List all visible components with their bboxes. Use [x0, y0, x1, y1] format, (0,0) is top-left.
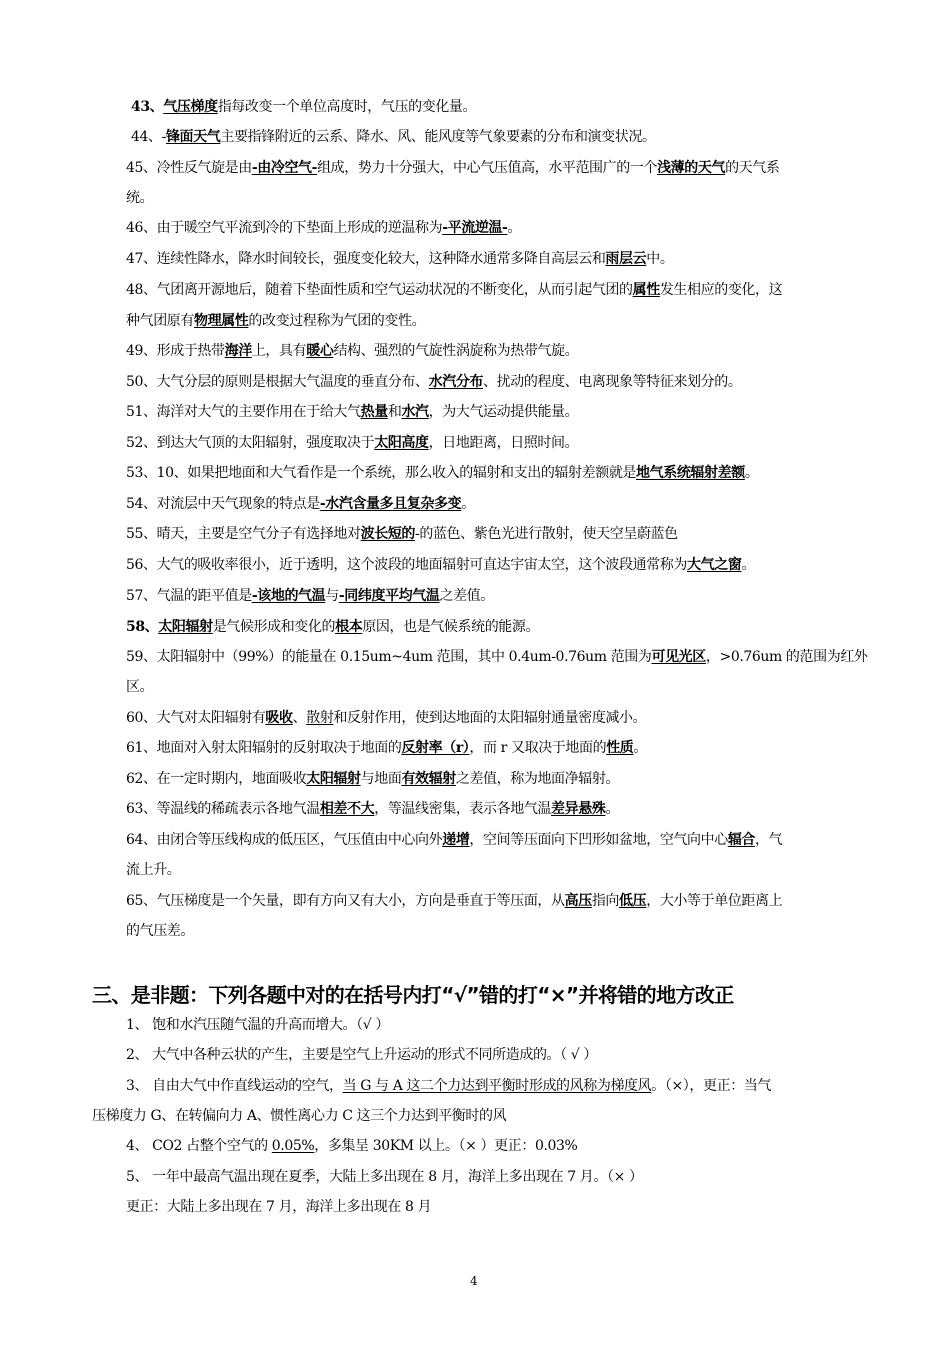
item-text: ，大小等于单位距离上	[646, 893, 783, 909]
answer-term: 水汽分布	[428, 374, 484, 390]
item-text: 63、等温线的稀疏表示各地气温	[126, 801, 320, 817]
answer-term: 差异悬殊	[551, 801, 606, 817]
item-text: 的气压差。	[126, 923, 194, 939]
tf-item-3	[126, 1077, 771, 1095]
error-text: 0.05%	[271, 1138, 315, 1154]
item-text: 59、太阳辐射中（99%）的能量在 0.15um~4um 范围，其中 0.4um-0.76um 范围为	[126, 649, 652, 665]
answer-term: 太阳高度	[374, 435, 429, 451]
item-51	[126, 403, 578, 421]
item-text: 46、由于暖空气平流到冷的下垫面上形成的逆温称为	[126, 220, 443, 236]
item-48-cont	[126, 312, 425, 330]
item-50	[126, 373, 741, 391]
item-61	[126, 739, 647, 757]
item-text: 组成，势力十分强大，中心气压值高，水平范围广的一个	[317, 160, 658, 176]
section-heading: 三、是非题：下列各题中对的在括号内打“√”错的打“×”并将错的地方改正	[92, 983, 734, 1007]
item-text: 54、对流层中天气现象的特点是	[126, 496, 320, 512]
item-text: 48、气团离开源地后，随着下垫面性质和空气运动状况的不断变化，从而引起气团的	[126, 282, 633, 298]
item-number: 44、-	[131, 129, 166, 145]
item-62	[126, 770, 619, 788]
item-60	[126, 709, 646, 727]
item-64	[126, 831, 782, 849]
item-text: 指向	[591, 893, 620, 909]
item-text: ，多集呈 30KM 以上。（× ）更正：0.03%	[314, 1138, 578, 1154]
answer-term: 海洋	[224, 343, 252, 359]
item-text: 4、 CO2 占整个空气的	[126, 1138, 272, 1154]
item-text: 发生相应的变化，这	[659, 282, 783, 298]
item-text: 指每改变一个单位高度时，气压的变化量。	[217, 99, 477, 115]
item-text: 与	[325, 588, 339, 604]
item-text: 61、地面对入射太阳辐射的反射取决于地面的	[126, 740, 402, 756]
item-text: ，等温线密集，表示各地气温	[374, 801, 552, 817]
item-text: ，>0.76um 的范围为红外	[705, 649, 868, 665]
answer-term: 物理属性	[194, 313, 249, 329]
item-54	[126, 495, 475, 513]
item-58	[126, 618, 539, 636]
answer-term: 气压梯度	[163, 99, 218, 115]
item-47	[126, 250, 673, 268]
item-text: 50、大气分层的原则是根据大气温度的垂直分布、	[126, 374, 429, 390]
item-46	[126, 219, 521, 237]
item-text: 原因，也是气候系统的能源。	[362, 619, 540, 635]
item-text: 中。	[646, 251, 674, 267]
answer-term: 地气系统辐射差额	[636, 465, 745, 481]
answer-term: 反射率（r）	[401, 740, 470, 756]
item-text: 的天气系	[725, 160, 780, 176]
item-text: 64、由闭合等压线构成的低压区，气压值由中心向外	[126, 832, 443, 848]
item-43	[131, 98, 476, 116]
answer-term: 属性	[632, 282, 660, 298]
item-text: 51、海洋对大气的主要作用在于给大气	[126, 404, 361, 420]
item-52	[126, 434, 578, 452]
item-text: 3、 自由大气中作直线运动的空气，	[126, 1078, 343, 1094]
item-text: 57、气温的距平值是	[126, 588, 252, 604]
item-text: 45、冷性反气旋是由	[126, 160, 252, 176]
answer-term: 吸收	[265, 710, 293, 726]
answer-term: 浅薄的天气	[657, 160, 726, 176]
item-text: 53、10、如果把地面和大气看作是一个系统，那么收入的辐射和支出的辐射差额就是	[126, 465, 637, 481]
item-65-cont	[126, 922, 194, 940]
item-text: 65、气压梯度是一个矢量，即有方向又有大小，方向是垂直于等压面，从	[126, 893, 565, 909]
answer-term: 辐合	[727, 832, 756, 848]
answer-term: -同纬度平均气温	[338, 588, 440, 604]
item-text: ，而 r 又取决于地面的	[469, 740, 607, 756]
item-text: 。	[461, 496, 475, 512]
item-text: 。	[605, 801, 620, 817]
answer-term: 相差不大	[319, 801, 375, 817]
item-45	[126, 159, 779, 177]
item-text: 56、大气的吸收率很小，近于透明，这个波段的地面辐射可直达宇宙太空，这个波段通常称为	[126, 557, 688, 573]
item-59-cont	[126, 678, 153, 696]
item-49	[126, 342, 578, 360]
item-text: 结构、强烈的气旋性涡旋称为热带气旋。	[333, 343, 579, 359]
item-text: 52、到达大气顶的太阳辐射，强度取决于	[126, 435, 375, 451]
item-text: 和	[387, 404, 402, 420]
answer-term: -该地的气温	[251, 588, 326, 604]
answer-term: 波长短的	[360, 526, 416, 542]
answer-term: 水汽	[401, 404, 429, 420]
tf-item-3-cont: 压梯度力 G、在转偏向力 A、惯性离心力 C 这三个力达到平衡时的风	[92, 1108, 507, 1124]
tf-item-5-correction: 更正：大陆上多出现在 7 月，海洋上多出现在 8 月	[126, 1199, 432, 1215]
tf-item-4	[126, 1137, 577, 1155]
answer-term: 低压	[619, 893, 647, 909]
item-text: 。	[507, 220, 522, 236]
item-text: 区。	[126, 679, 154, 695]
answer-term: 太阳辐射	[306, 771, 361, 787]
item-text: 。	[744, 465, 759, 481]
tf-item-5: 5、 一年中最高气温出现在夏季，大陆上多出现在 8 月，海洋上多出现在 7 月。（× ）	[126, 1169, 643, 1185]
item-text: 是气候形成和变化的	[212, 619, 336, 635]
item-56	[126, 556, 755, 574]
item-44	[131, 128, 656, 146]
item-text: 、	[292, 710, 307, 726]
answer-term: 高压	[564, 893, 592, 909]
item-number: 43、	[131, 99, 164, 115]
item-text: ，为大气运动提供能量。	[428, 404, 579, 420]
answer-term: 锋面天气	[165, 129, 221, 145]
item-45-cont	[126, 189, 153, 207]
item-text: ，气	[755, 832, 783, 848]
item-text: 49、形成于热带	[126, 343, 225, 359]
answer-term: 热量	[360, 404, 388, 420]
item-text: ，空间等压面向下凹形如盆地，空气向中心	[469, 832, 728, 848]
item-text: -的蓝色、紫色光进行散射，使天空呈蔚蓝色	[415, 526, 678, 542]
tf-item-2: 2、 大气中各种云状的产生，主要是空气上升运动的形式不同所造成的。（ √ ）	[126, 1047, 597, 1063]
item-57	[126, 587, 494, 605]
answer-term: 有效辐射	[401, 771, 456, 787]
error-text: 当 G 与 A 这二个力达到平衡时形成的风称为梯度风	[342, 1078, 652, 1094]
item-text: 和反射作用，使到达地面的太阳辐射通量密度减小。	[333, 710, 647, 726]
item-text: ，日地距离，日照时间。	[428, 435, 579, 451]
item-55	[126, 525, 678, 543]
item-text: 主要指锋附近的云系、降水、风、能风度等气象要素的分布和演变状况。	[220, 129, 656, 145]
answer-term: 递增	[442, 832, 470, 848]
answer-term: 性质	[606, 740, 634, 756]
answer-term: 可见光区	[651, 649, 706, 665]
item-text: 种气团原有	[126, 313, 194, 329]
item-53	[126, 464, 758, 482]
item-text: 60、大气对太阳辐射有	[126, 710, 266, 726]
item-text: 。	[741, 557, 756, 573]
item-text: 上，具有	[251, 343, 307, 359]
answer-term: -水汽含量多且复杂多变	[319, 496, 462, 512]
answer-term: 太阳辐射	[158, 619, 213, 635]
item-text: 流上升。	[126, 862, 181, 878]
answer-term: 暖心	[306, 343, 334, 359]
item-48	[126, 281, 782, 299]
item-number: 58、	[126, 619, 159, 635]
item-text: 与地面	[360, 771, 402, 787]
item-text: 47、连续性降水，降水时间较长，强度变化较大，这种降水通常多降自高层云和	[126, 251, 606, 267]
item-text: 。	[633, 740, 648, 756]
item-59	[126, 648, 868, 666]
answer-term: 根本	[335, 619, 363, 635]
item-text: 。（×），更正：当气	[651, 1078, 771, 1094]
item-64-cont	[126, 861, 180, 879]
item-text: 的改变过程称为气团的变性。	[248, 313, 426, 329]
answer-term: -由冷空气-	[251, 160, 318, 176]
answer-term: 大气之窗	[687, 557, 742, 573]
tf-item-1: 1、 饱和水汽压随气温的升高而增大。（√ ）	[126, 1017, 389, 1033]
item-text: 、扰动的程度、电离现象等特征来划分的。	[483, 374, 742, 390]
item-text: 之差值。	[439, 588, 494, 604]
item-text: 之差值，称为地面净辐射。	[455, 771, 620, 787]
answer-term: 散射	[306, 710, 334, 726]
item-text: 55、晴天，主要是空气分子有选择地对	[126, 526, 361, 542]
item-63	[126, 800, 619, 818]
item-text: 62、在一定时期内，地面吸收	[126, 771, 307, 787]
page-number: 4	[470, 1274, 478, 1288]
answer-term: -平流逆温-	[442, 220, 508, 236]
item-text: 统。	[126, 190, 154, 206]
answer-term: 雨层云	[605, 251, 647, 267]
item-65	[126, 892, 782, 910]
